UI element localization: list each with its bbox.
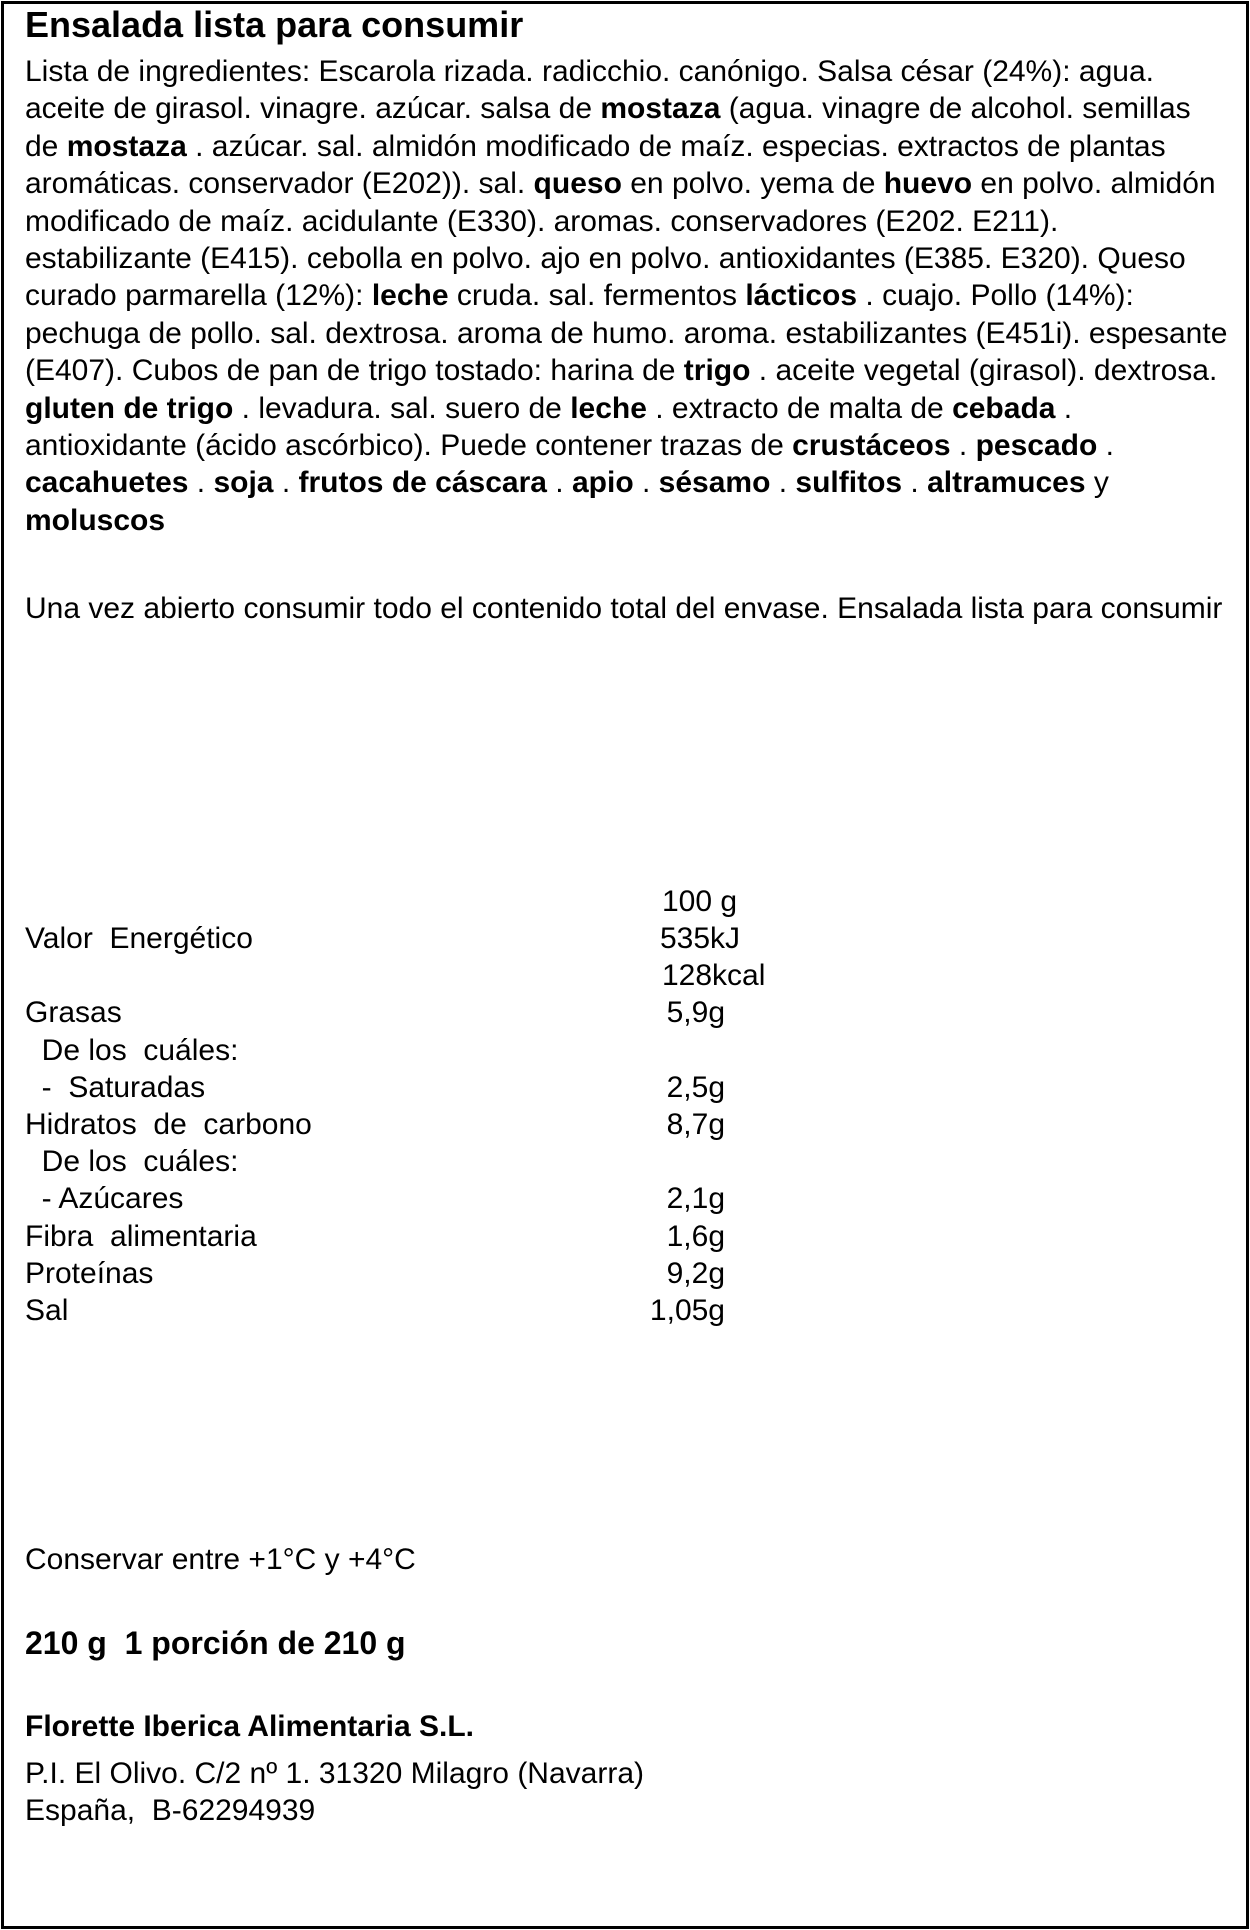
ingredient-text: . cuajo. Pollo (14%): pechuga de pollo. sal. dextrosa. aroma de humo. aroma. estabilizantes (E451i). espesante (E407). Cubos de pan de trigo tostado: harina de (25, 279, 1228, 388)
ingredient-text: . (188, 466, 214, 500)
ingredients-list (25, 53, 1230, 539)
nutrition-label: Valor Energético (25, 922, 253, 955)
company-name: Florette Iberica Alimentaria S.L. (25, 1710, 475, 1743)
allergen-highlight: cacahuetes (25, 466, 189, 500)
ingredient-text: . (902, 466, 928, 500)
ingredient-text: en polvo. yema de (621, 167, 884, 201)
ingredient-text: . (273, 466, 299, 500)
nutrition-row (0, 1143, 1240, 1180)
product-title: Ensalada lista para consumir (25, 4, 524, 45)
storage-conditions: Conservar entre +1°C y +4°C (25, 1543, 416, 1576)
ingredient-text: cruda. sal. fermentos (448, 279, 746, 313)
allergen-highlight: sésamo (658, 466, 771, 500)
nutrition-label: Grasas (25, 996, 122, 1030)
ingredient-text: . antioxidante (ácido ascórbico). Puede contener trazas de (25, 391, 1073, 463)
ingredient-text: en polvo. almidón modificado de maíz. acidulante (E330). aromas. conservadores (E202. E211). estabilizante (E415). cebolla en polvo. ajo en polvo. antioxidantes (E385. E320). Queso curado parmarella (12%): (25, 167, 1216, 313)
ingredient-text: . azúcar. sal. almidón modificado de maíz. especias. extractos de plantas aromáticas. conservador (E202)). sal. (25, 129, 1166, 201)
allergen-highlight: trigo (683, 354, 751, 388)
ingredient-text: . (1097, 429, 1114, 463)
nutrition-row (0, 1106, 1240, 1143)
allergen-highlight: leche (570, 391, 647, 425)
ingredient-text: . levadura. sal. suero de (233, 391, 571, 425)
nutrition-row (0, 1255, 1240, 1292)
nutrition-row (0, 920, 1240, 957)
nutrition-row (0, 1292, 1240, 1329)
nutrition-value: 535kJ (660, 922, 741, 955)
allergen-highlight: cebada (952, 391, 1056, 425)
allergen-highlight: lácticos (745, 279, 858, 313)
allergen-highlight: mostaza (600, 92, 721, 126)
allergen-highlight: soja (213, 466, 274, 500)
allergen-highlight: apio (571, 466, 634, 500)
nutrition-label: - Saturadas (25, 1070, 206, 1104)
nutrition-label: De los cuáles: (25, 1145, 239, 1179)
ingredient-text: . extracto de malta de (646, 391, 953, 425)
allergen-highlight: crustáceos (792, 429, 951, 463)
allergen-highlight: sulfitos (795, 466, 903, 500)
nutrition-value: 1,6g (666, 1219, 725, 1253)
allergen-highlight: gluten de trigo (25, 391, 234, 425)
ingredient-text: Lista de ingredientes: Escarola rizada. radicchio. canónigo. Salsa césar (24%): agua. aceite de girasol. vinagre. azúcar. salsa de (25, 55, 1154, 126)
nutrition-label: Hidratos de carbono (25, 1108, 312, 1141)
ingredient-text: . (770, 466, 796, 500)
nutrition-value: 1,05g (649, 1294, 725, 1327)
allergen-highlight: leche (371, 279, 449, 313)
ingredient-text: . (546, 466, 572, 500)
ingredient-text: . (633, 466, 659, 500)
allergen-highlight: mostaza (66, 129, 187, 163)
nutrition-value: 8,7g (666, 1108, 725, 1141)
nutrition-row (0, 994, 1240, 1031)
nutrition-label: Fibra alimentaria (25, 1219, 257, 1253)
allergen-highlight: moluscos (25, 503, 166, 537)
ingredient-text: . aceite vegetal (girasol). dextrosa. (750, 354, 1218, 388)
nutrition-value: 2,1g (666, 1182, 725, 1216)
ingredient-text: y (1085, 466, 1109, 500)
company-country-id: España, B-62294939 (25, 1794, 316, 1827)
nutrition-row (0, 1032, 1240, 1069)
nutrition-header-label: 100 g (662, 885, 738, 918)
nutrition-row (0, 957, 1240, 994)
allergen-highlight: frutos de cáscara (298, 466, 547, 500)
allergen-highlight: pescado (975, 429, 1098, 463)
nutrition-value: 128kcal (662, 959, 766, 993)
allergen-highlight: queso (533, 167, 622, 201)
nutrition-label: De los cuáles: (25, 1033, 239, 1067)
nutrition-row (0, 1069, 1240, 1106)
ingredient-text: . (950, 429, 976, 463)
nutrition-value: 5,9g (666, 996, 725, 1030)
nutrition-row (0, 1180, 1240, 1217)
usage-instructions: Una vez abierto consumir todo el contenido total del envase. Ensalada lista para consumir (25, 592, 1223, 625)
nutrition-row (0, 1218, 1240, 1255)
nutrition-header (0, 883, 1240, 920)
ingredient-text: (agua. vinagre de alcohol. semillas de (25, 92, 1191, 163)
allergen-highlight: altramuces (927, 466, 1086, 500)
nutrition-label: - Azúcares (25, 1182, 184, 1216)
company-address: P.I. El Olivo. C/2 nº 1. 31320 Milagro (Navarra) (25, 1757, 644, 1790)
nutrition-label: Proteínas (25, 1256, 154, 1290)
nutrition-value: 2,5g (666, 1070, 725, 1104)
allergen-highlight: huevo (883, 167, 973, 201)
net-weight: 210 g 1 porción de 210 g (25, 1625, 406, 1661)
nutrition-label: Sal (25, 1294, 69, 1327)
nutrition-value: 9,2g (666, 1256, 725, 1290)
